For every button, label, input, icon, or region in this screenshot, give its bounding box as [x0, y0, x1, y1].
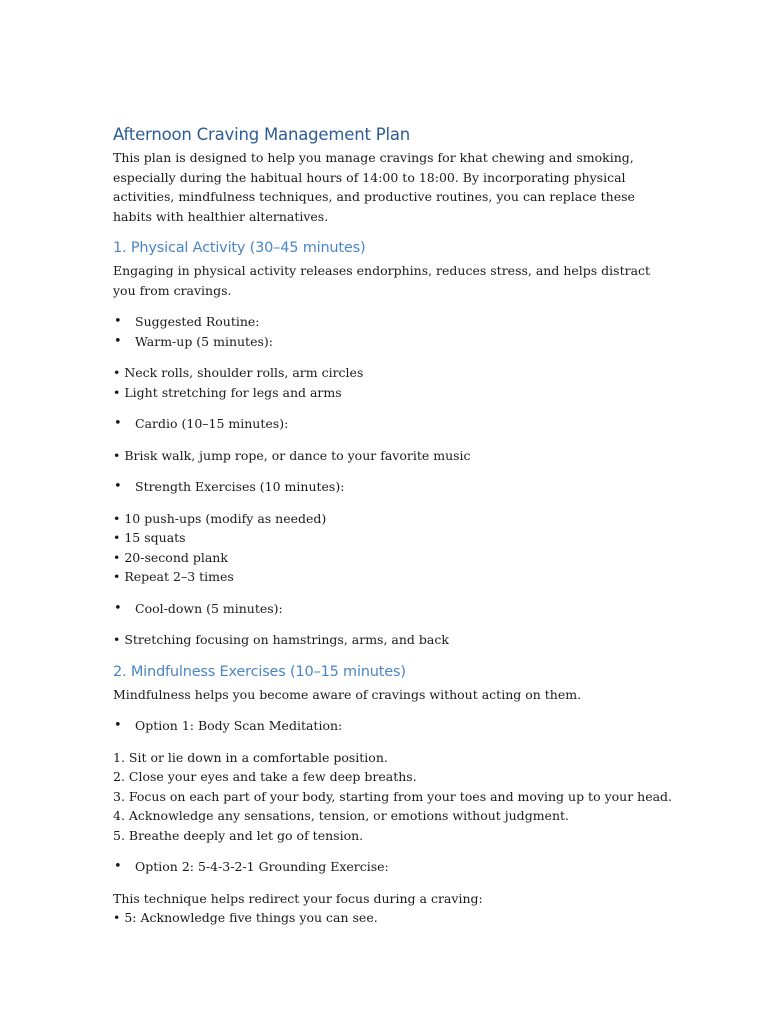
list-item: • Brisk walk, jump rope, or dance to your favorite music	[113, 447, 471, 463]
bullet-icon: •	[114, 333, 122, 349]
bullet-list-option2	[113, 857, 673, 877]
option1-steps	[113, 748, 673, 846]
section-heading-physical-activity: 1. Physical Activity (30–45 minutes)	[113, 240, 366, 256]
bullet-list-strength	[113, 477, 673, 497]
list-item: 4. Acknowledge any sensations, tension, or emotions without judgment.	[113, 808, 569, 823]
bullet-icon: •	[114, 859, 122, 874]
bullet-list-cooldown	[113, 599, 673, 619]
section-heading-mindfulness: 2. Mindfulness Exercises (10–15 minutes)	[113, 663, 406, 680]
cardio-items	[113, 446, 673, 466]
document-title: Afternoon Craving Management Plan	[113, 125, 411, 144]
document-body	[113, 124, 673, 940]
list-item: 2. Close your eyes and take a few deep breaths.	[113, 769, 417, 784]
list-item: • Light stretching for legs and arms	[113, 384, 342, 400]
cooldown-items	[113, 630, 673, 650]
warmup-items	[113, 363, 673, 402]
section-intro-mindfulness: Mindfulness helps you become aware of cravings without acting on them.	[113, 686, 582, 702]
strength-items	[113, 509, 673, 587]
list-item: • Option 1: Body Scan Meditation:	[113, 716, 673, 736]
list-item: • Suggested Routine:	[113, 312, 673, 332]
list-item: • 15 squats	[113, 530, 186, 545]
list-item: • Strength Exercises (10 minutes):	[113, 477, 673, 497]
list-item: • Cool-down (5 minutes):	[113, 599, 673, 619]
bullet-icon: •	[114, 416, 122, 431]
section-intro-physical-activity: Engaging in physical activity releases endorphins, reduces stress, and helps distract you from cravings.	[113, 263, 651, 298]
list-item: This technique helps redirect your focus during a craving:	[113, 890, 483, 906]
list-item: 1. Sit or lie down in a comfortable position.	[113, 749, 388, 765]
bullet-list-option1	[113, 716, 673, 736]
list-item: • 5: Acknowledge five things you can see.	[113, 910, 378, 925]
list-item: • Cardio (10–15 minutes):	[113, 414, 673, 434]
list-item: • Warm-up (5 minutes):	[113, 332, 673, 352]
bullet-icon: •	[114, 600, 122, 616]
intro-paragraph: This plan is designed to help you manage cravings for khat chewing and smoking, especially during the habitual hours of 14:00 to 18:00. By incorporating physical activities, mindfulness techniques, and productive routines, you can replace these habits with healthier alternatives.	[113, 150, 635, 224]
bullet-icon: •	[114, 314, 122, 329]
list-item: • Repeat 2–3 times	[113, 569, 234, 584]
list-item: • 20-second plank	[113, 549, 228, 565]
option2-lines	[113, 889, 673, 928]
bullet-list-cardio	[113, 414, 673, 434]
bullet-icon: •	[114, 718, 122, 733]
list-item: 5. Breathe deeply and let go of tension.	[113, 827, 364, 843]
list-item: • Stretching focusing on hamstrings, arms, and back	[113, 632, 449, 647]
list-item: • Option 2: 5-4-3-2-1 Grounding Exercise:	[113, 857, 673, 877]
list-item: • 10 push-ups (modify as needed)	[113, 510, 327, 526]
list-item: • Neck rolls, shoulder rolls, arm circles	[113, 365, 364, 380]
bullet-list-routine	[113, 312, 673, 351]
list-item: 3. Focus on each part of your body, starting from your toes and moving up to your head.	[113, 788, 673, 804]
bullet-icon: •	[114, 479, 122, 494]
